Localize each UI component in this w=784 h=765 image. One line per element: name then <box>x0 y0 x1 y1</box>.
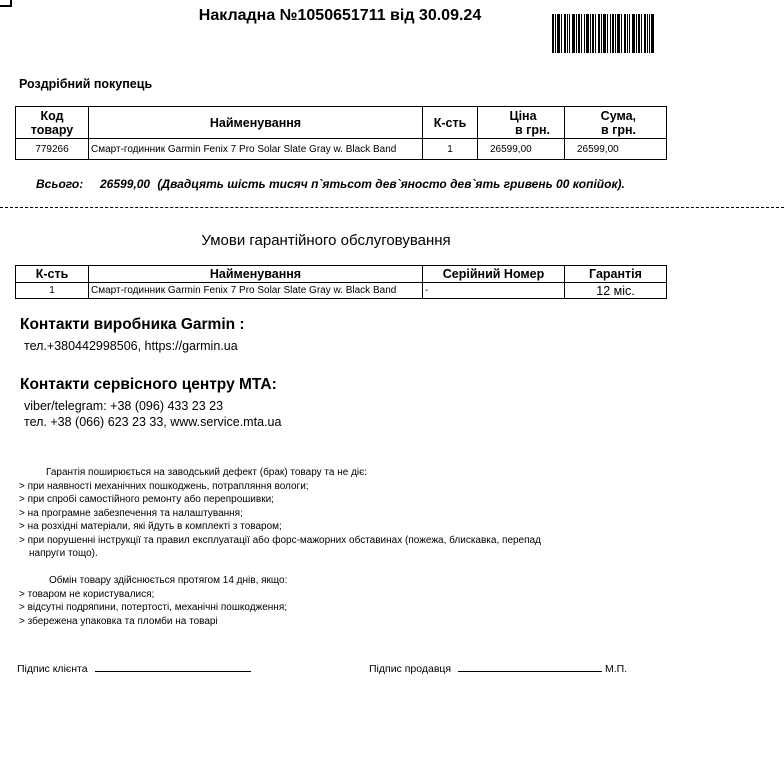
warranty-title: Умови гарантійного обслуговування <box>201 232 451 249</box>
col-name-header: Найменування <box>89 107 423 139</box>
seller-signature-line <box>458 660 602 672</box>
client-signature <box>17 660 251 675</box>
list-item: > при порушенні інструкції та правил експлуатації або форс-мажорних обставинах (пожежа, блискавка, перепад <box>19 534 541 546</box>
buyer-label: Роздрібний покупець <box>19 77 153 91</box>
cut-line-divider <box>0 207 784 208</box>
list-item: > відсутні подряпини, потертості, механічні пошкодження; <box>19 602 288 613</box>
seller-signature <box>369 660 627 675</box>
col-code-line2: товару <box>30 122 74 137</box>
invoice-table <box>15 106 667 160</box>
col-name-header: Найменування <box>89 266 423 283</box>
list-item-continuation: напруги тощо). <box>29 548 98 559</box>
list-item: > при наявності механічних пошкоджень, потрапляння вологи; <box>19 480 309 492</box>
invoice-title: Накладна №1050651711 від 30.09.24 <box>198 7 482 24</box>
service-phone-site: тел. +38 (066) 623 23 33, www.service.mta.ua <box>24 415 282 429</box>
terms-intro: Гарантія поширюється на заводський дефект (брак) товару та не діє: <box>46 467 368 478</box>
col-price-line1: Ціна <box>509 108 537 123</box>
cell-code: 779266 <box>16 139 89 160</box>
total-line <box>36 177 625 191</box>
cell-name: Смарт-годинник Garmin Fenix 7 Pro Solar Slate Gray w. Black Band <box>89 283 423 299</box>
service-messenger: viber/telegram: +38 (096) 433 23 23 <box>24 399 224 413</box>
col-code-line1: Код <box>40 108 64 123</box>
list-item: > на програмне забезпечення та налаштування; <box>19 507 243 519</box>
cell-name: Смарт-годинник Garmin Fenix 7 Pro Solar Slate Gray w. Black Band <box>89 139 423 160</box>
manufacturer-contacts: тел.+380442998506, https://garmin.ua <box>24 339 238 353</box>
total-amount: 26599,00 <box>100 177 151 191</box>
stamp-label: М.П. <box>604 663 628 675</box>
total-words: (Двадцять шість тисяч п`ятьсот дев`яносто дев`ять гривень 00 копійок). <box>157 177 625 191</box>
warranty-table <box>15 265 667 299</box>
manufacturer-title: Контакти виробника Garmin : <box>20 316 245 333</box>
cell-price: 26599,00 <box>478 139 565 160</box>
seller-signature-label: Підпис продавця <box>369 663 452 675</box>
col-price-header <box>478 107 565 139</box>
corner-mark <box>0 0 12 7</box>
warranty-table-header <box>16 266 667 283</box>
col-code-header <box>16 107 89 139</box>
cell-warranty: 12 міс. <box>565 283 667 299</box>
list-item: > на розхідні матеріали, які йдуть в комплекті з товаром; <box>19 521 282 532</box>
table-row <box>16 139 667 160</box>
invoice-table-header <box>16 107 667 139</box>
col-qty-header: К-сть <box>423 107 478 139</box>
col-qty-header: К-сть <box>16 266 89 283</box>
service-title: Контакти сервісного центру МТА: <box>20 376 277 393</box>
table-row <box>16 283 667 299</box>
exchange-intro: Обмін товару здійснюється протягом 14 днів, якщо: <box>49 575 288 586</box>
list-item: > товаром не користувалися; <box>19 588 155 600</box>
cell-sum: 26599,00 <box>565 139 667 160</box>
cell-qty: 1 <box>16 283 89 299</box>
col-warranty-header: Гарантія <box>565 266 667 283</box>
cell-qty: 1 <box>423 139 478 160</box>
total-label: Всього: <box>36 177 84 191</box>
col-sum-line2: в грн. <box>600 122 636 137</box>
col-sum-line1: Сума, <box>600 108 636 123</box>
cell-serial: - <box>423 283 565 299</box>
col-serial-header: Серійний Номер <box>423 266 565 283</box>
col-sum-header <box>565 107 667 139</box>
client-signature-line <box>95 660 251 672</box>
warranty-terms <box>19 466 639 561</box>
col-price-line2: в грн. <box>514 122 550 137</box>
list-item: > збережена упаковка та пломби на товарі <box>19 615 218 627</box>
exchange-terms <box>19 574 639 628</box>
list-item: > при спробі самостійного ремонту або перепрошивки; <box>19 494 274 505</box>
client-signature-label: Підпис клієнта <box>17 663 88 675</box>
barcode <box>552 14 654 53</box>
